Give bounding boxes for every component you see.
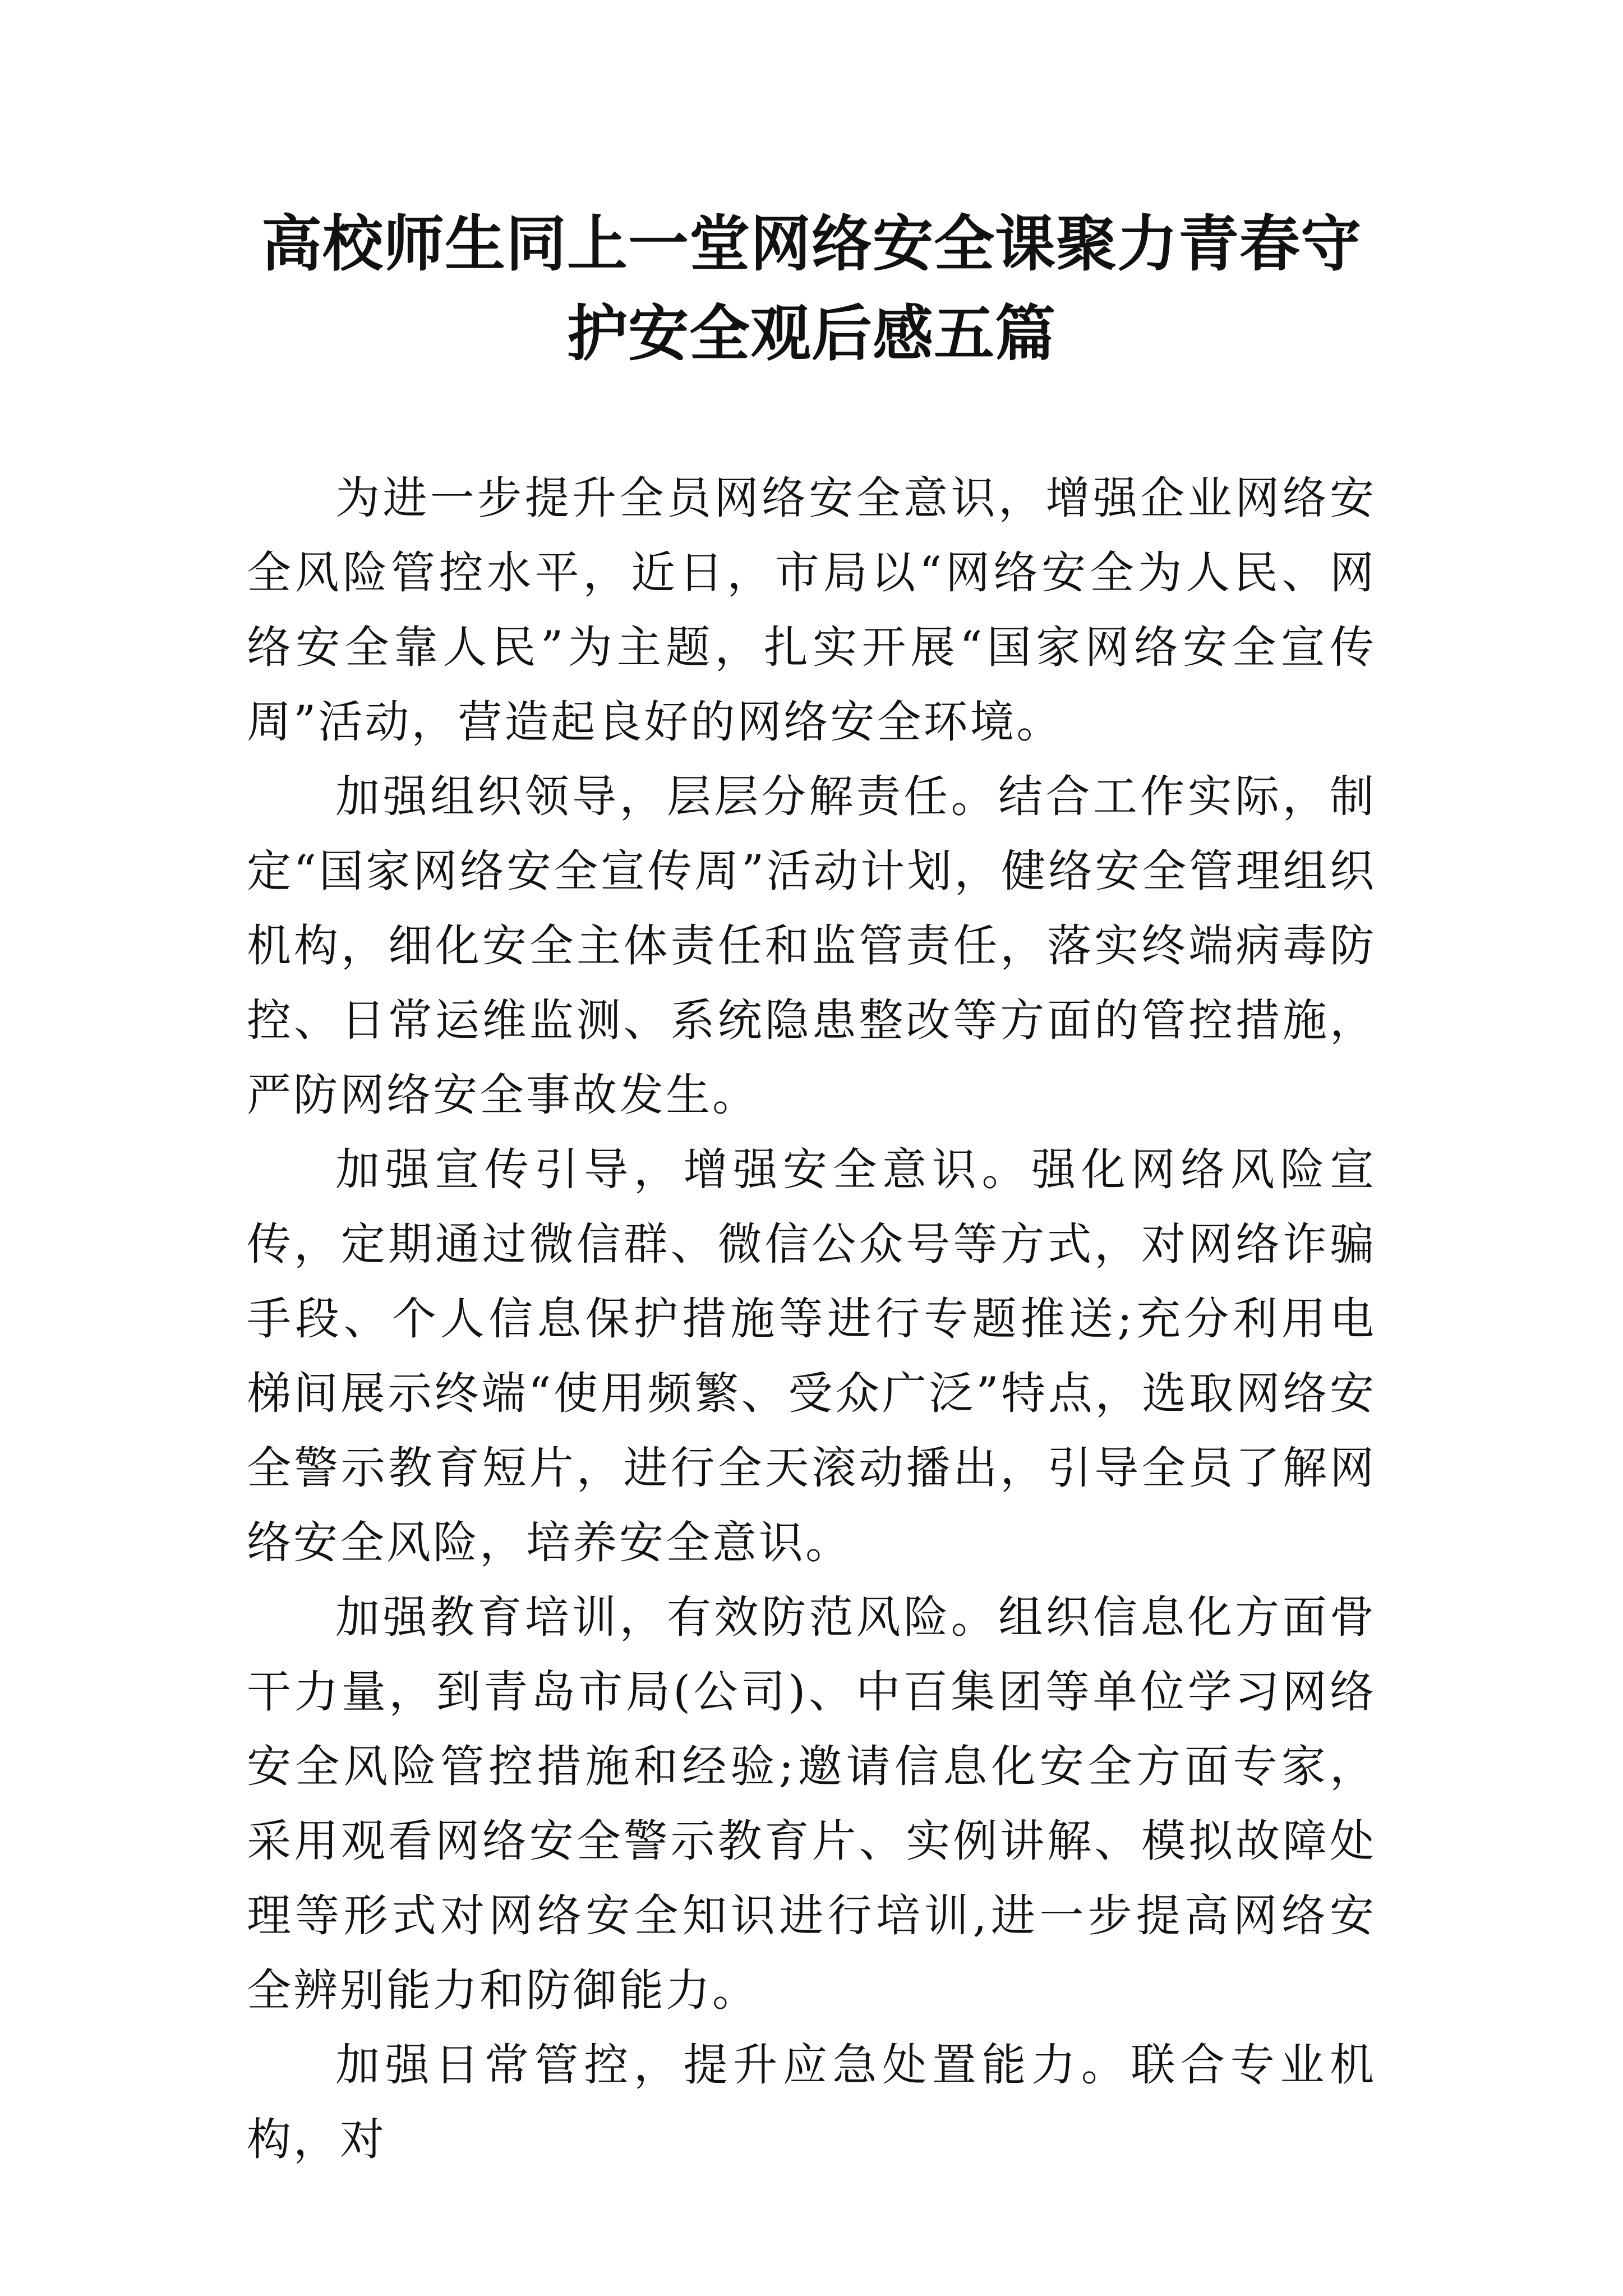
title-line-2: 护安全观后感五篇 (566, 298, 1056, 369)
paragraph-5: 加强日常管控，提升应急处置能力。联合专业机构，对 (247, 2039, 1376, 2165)
paragraph-2: 加强组织领导，层层分解责任。结合工作实际，制定“国家网络安全宣传周”活动计划，健络安全管理组织机构，细化安全主体责任和监管责任，落实终端病毒防控、日常运维监测、系统隐患整改等方面的管控措施，严防网络安全事故发生。 (247, 771, 1376, 1121)
title-line-1: 高校师生同上一堂网络安全课聚力青春守 (261, 209, 1362, 279)
document-title (247, 199, 1376, 379)
paragraph-1: 为进一步提升全员网络安全意识，增强企业网络安全风险管控水平，近日，市局以“网络安全为人民、网络安全靠人民”为主题，扎实开展“国家网络安全宣传周”活动，营造起良好的网络安全环境。 (247, 472, 1376, 748)
paragraph-3: 加强宣传引导，增强安全意识。强化网络风险宣传，定期通过微信群、微信公众号等方式，对网络诈骗手段、个人信息保护措施等进行专题推送;充分利用电梯间展示终端“使用频繁、受众广泛”特点，选取网络安全警示教育短片，进行全天滚动播出，引导全员了解网络安全风险，培养安全意识。 (247, 1144, 1376, 1568)
document-body (247, 461, 1376, 2177)
paragraph-4: 加强教育培训，有效防范风险。组织信息化方面骨干力量，到青岛市局(公司)、中百集团等单位学习网络安全风险管控措施和经验;邀请信息化安全方面专家，采用观看网络安全警示教育片、实例讲解、模拟故障处理等形式对网络安全知识进行培训,进一步提高网络安全辨别能力和防御能力。 (247, 1591, 1376, 2016)
